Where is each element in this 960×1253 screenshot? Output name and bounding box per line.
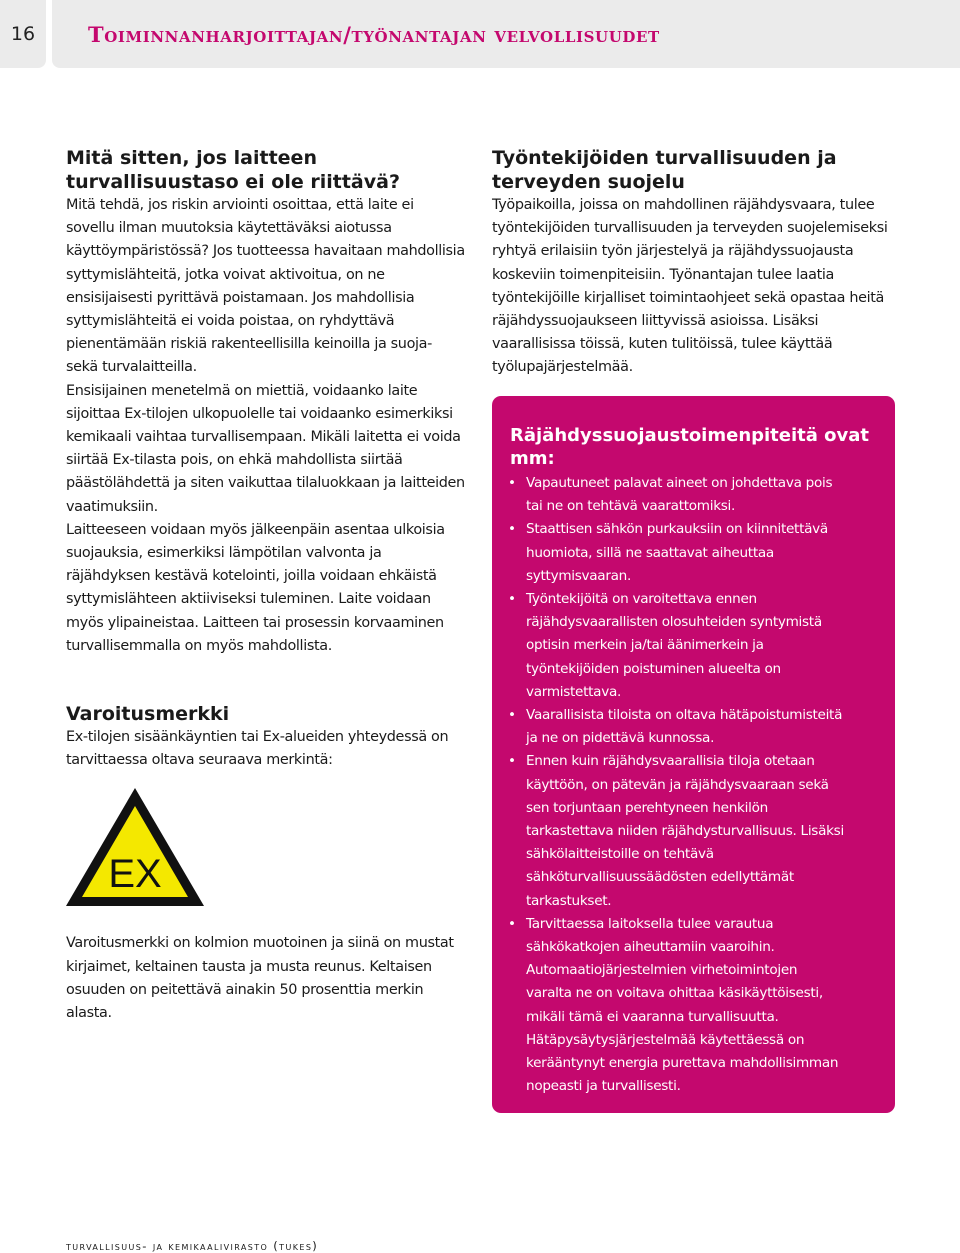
section-heading-worker-protection: Työntekijöiden turvallisuuden ja terveyden suojelu <box>492 147 837 193</box>
bullet-icon: • <box>508 521 516 538</box>
list-item: • Tarvittaessa laitoksella tulee varautua sähkökatkojen aiheuttamiin vaaroihin. Automaatiojärjestelmien virhetoimintojen varalta ne on voitava ohittaa käsikäyttöisesti, mikäli tämä ei vaaranna turvallisuutta. Hätäpysäytysjärjestelmää käytettäessä on kerääntynyt energia purettava mahdollisimman nopeasti ja turvallisesti. <box>506 913 846 1099</box>
bullet-icon: • <box>508 915 516 932</box>
header-bar <box>52 0 960 68</box>
paragraph-primary-method: Ensisijainen menetelmä on miettiä, voidaanko laite sijoittaa Ex-tilojen ulkopuolelle tai voidaanko esimerkiksi kemikaali vaihtaa turvallisempaan. Mikäli laitetta ei voida siirtää Ex-tilasta pois, on ehkä mahdollista siirtää päästölähdettä ja siten vaikuttaa tilaluokkaan ja laitteiden vaatimuksiin. <box>66 382 465 515</box>
right-column <box>492 146 896 380</box>
explosion-protection-infobox <box>492 396 895 1113</box>
bullet-icon: • <box>508 707 516 724</box>
ex-warning-sign <box>66 788 204 908</box>
list-item: • Työntekijöitä on varoitettava ennen räjähdysvaarallisten olosuhteiden syntymistä optisin merkein ja/tai äänimerkein ja työntekijöiden poistuminen alueelta on varmistettava. <box>506 588 846 704</box>
paragraph-external-protection: Laitteeseen voidaan myös jälkeenpäin asentaa ulkoisia suojauksia, esimerkiksi lämpötilan valvonta ja räjähdyksen kestävä kotelointi, joilla voidaan ehkäistä syttymislähteen aktiiviseksi tuleminen. Laite voidaan myös ylipaineistaa. Laitteen tai prosessin korvaaminen turvallisemmalla on myös mahdollista. <box>66 521 445 654</box>
infobox-title: Räjähdyssuojaustoimenpiteitä ovat mm: <box>510 425 870 469</box>
section-heading-safety-level: Mitä sitten, jos laitteen turvallisuustaso ei ole riittävä? <box>66 147 400 193</box>
list-item: • Staattisen sähkön purkauksiin on kiinnitettävä huomiota, sillä ne saattavat aiheuttaa syttymisvaaran. <box>506 518 846 588</box>
page-number: 16 <box>0 0 46 68</box>
section-heading-warning-sign: Varoitusmerkki <box>66 703 230 726</box>
paragraph-worker-protection: Työpaikoilla, joissa on mahdollinen räjähdysvaara, tulee työntekijöiden turvallisuuden ja terveyden suojelemiseksi ryhtyä erilaisiin työn järjestelyä ja räjähdyssuojausta koskeviin toimenpiteisiin. Työnantajan tulee laatia työntekijöille kirjalliset toimintaohjeet sekä opastaa heitä räjähdyssuojaukseen liittyvissä asioissa. Lisäksi vaarallisissa töissä, kuten tulitöissä, tulee käyttää työlupajärjestelmää. <box>492 197 888 376</box>
bullet-icon: • <box>508 591 516 608</box>
bullet-icon: • <box>508 753 516 770</box>
list-item: • Vaarallisista tiloista on oltava hätäpoistumisteitä ja ne on pidettävä kunnossa. <box>506 704 846 750</box>
paragraph-sign-description: Varoitusmerkki on kolmion muotoinen ja siinä on mustat kirjaimet, keltainen tausta ja musta reunus. Keltaisen osuuden on peitettävä ainakin 50 prosenttia merkin alasta. <box>66 935 454 1022</box>
list-item: • Ennen kuin räjähdysvaarallisia tiloja otetaan käyttöön, on pätevän ja räjähdysvaaraan sekä sen torjuntaan perehtyneen henkilön tarkastettava niiden räjähdysturvallisuus. Lisäksi sähkölaitteistoille on tehtävä sähköturvallisuussäädösten edellyttämät tarkastukset. <box>506 750 846 912</box>
bullet-icon: • <box>508 475 516 491</box>
page-title: Toiminnanharjoittajan/työnantajan velvollisuudet <box>88 21 660 47</box>
infobox-list <box>506 472 846 1098</box>
footer-publisher: turvallisuus- ja kemikaalivirasto (tukes) <box>66 1239 319 1253</box>
warning-sign-text: EX <box>108 852 162 897</box>
paragraph-risk-assessment: Mitä tehdä, jos riskin arviointi osoittaa, että laite ei sovellu ilman muutoksia käytettäväksi aiotussa käyttöympäristössä? Jos tuotteessa havaitaan mahdollisia syttymislähteitä, jotka voivat aktivoitua, on ne ensisijaisesti pyrittävä poistamaan. Jos mahdollisia syttymislähteitä ei voida poistaa, on ryhdyttävä pienentämään riskiä rakenteellisilla keinoilla ja suoja- sekä turvalaitteilla. <box>66 197 465 376</box>
left-column <box>66 146 466 1025</box>
list-item: • Vapautuneet palavat aineet on johdettava pois tai ne on tehtävä vaarattomiksi. <box>506 472 846 518</box>
paragraph-warning-intro: Ex-tilojen sisäänkäyntien tai Ex-alueiden yhteydessä on tarvittaessa oltava seuraava merkintä: <box>66 729 449 769</box>
